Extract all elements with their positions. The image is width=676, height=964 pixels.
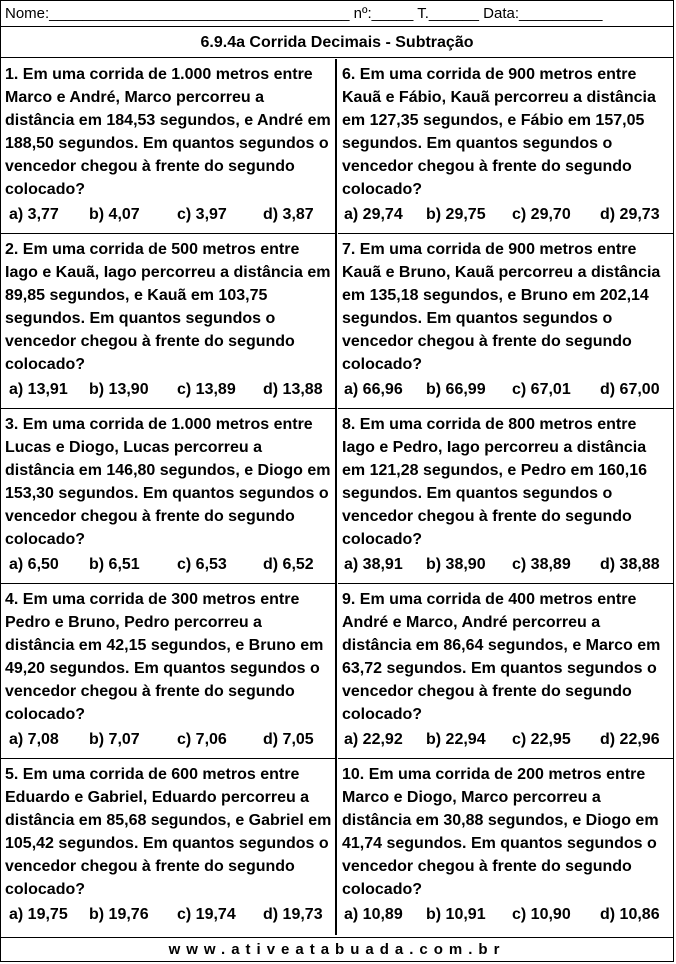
answer-options xyxy=(342,553,672,577)
option-b: b) 29,75 xyxy=(426,206,486,223)
question-3 xyxy=(1,409,335,584)
option-a: a) 22,92 xyxy=(344,731,403,748)
option-d: d) 3,87 xyxy=(263,206,314,223)
option-a: a) 19,75 xyxy=(9,906,68,923)
option-b: b) 6,51 xyxy=(89,556,140,573)
option-b: b) 66,99 xyxy=(426,381,486,398)
option-d: d) 22,96 xyxy=(600,731,660,748)
option-d: d) 7,05 xyxy=(263,731,314,748)
option-b: b) 7,07 xyxy=(89,731,140,748)
answer-options xyxy=(342,728,672,752)
option-a: a) 66,96 xyxy=(344,381,403,398)
question-text: 3. Em uma corrida de 1.000 metros entre Lucas e Diogo, Lucas percorreu a distância em 146,80 segundos, e Diogo em 153,30 segundos. Em quantos segundos o vencedor chegou à frente do segundo colocado? xyxy=(5,416,331,548)
student-info-header: Nome:____________________________________ nº:_____ T.______ Data:__________ xyxy=(1,1,673,27)
answer-options xyxy=(5,728,335,752)
question-text: 5. Em uma corrida de 600 metros entre Eduardo e Gabriel, Eduardo percorreu a distância em 85,68 segundos, e Gabriel em 105,42 segundos. Em quantos segundos o vencedor chegou à frente do segundo colocado? xyxy=(5,766,332,898)
option-d: d) 6,52 xyxy=(263,556,314,573)
website-footer: www.ativeatabuada.com.br xyxy=(1,937,673,962)
option-c: c) 10,90 xyxy=(512,906,571,923)
question-8 xyxy=(338,409,674,584)
option-a: a) 6,50 xyxy=(9,556,59,573)
right-column xyxy=(338,59,674,935)
option-d: d) 13,88 xyxy=(263,381,323,398)
option-c: c) 67,01 xyxy=(512,381,571,398)
option-d: d) 10,86 xyxy=(600,906,660,923)
answer-options xyxy=(5,553,335,577)
option-c: c) 13,89 xyxy=(177,381,236,398)
answer-options xyxy=(5,903,335,927)
answer-options xyxy=(5,378,335,402)
question-9 xyxy=(338,584,674,759)
option-c: c) 3,97 xyxy=(177,206,227,223)
option-a: a) 38,91 xyxy=(344,556,403,573)
question-1 xyxy=(1,59,335,234)
question-4 xyxy=(1,584,335,759)
option-a: a) 3,77 xyxy=(9,206,59,223)
option-a: a) 7,08 xyxy=(9,731,59,748)
question-5 xyxy=(1,759,335,934)
option-b: b) 19,76 xyxy=(89,906,149,923)
option-d: d) 67,00 xyxy=(600,381,660,398)
answer-options xyxy=(342,903,672,927)
option-b: b) 13,90 xyxy=(89,381,149,398)
question-6 xyxy=(338,59,674,234)
option-d: d) 19,73 xyxy=(263,906,323,923)
option-d: d) 29,73 xyxy=(600,206,660,223)
option-c: c) 38,89 xyxy=(512,556,571,573)
question-10 xyxy=(338,759,674,934)
question-text: 4. Em uma corrida de 300 metros entre Pedro e Bruno, Pedro percorreu a distância em 42,15 segundos, e Bruno em 49,20 segundos. Em quantos segundos o vencedor chegou à frente do segundo colocado? xyxy=(5,591,324,723)
left-column xyxy=(1,59,337,935)
question-7 xyxy=(338,234,674,409)
answer-options xyxy=(5,203,335,227)
option-c: c) 29,70 xyxy=(512,206,571,223)
question-text: 7. Em uma corrida de 900 metros entre Kauã e Bruno, Kauã percorreu a distância em 135,18 segundos, e Bruno em 202,14 segundos. Em quantos segundos o vencedor chegou à frente do segundo colocado? xyxy=(342,241,661,373)
option-a: a) 13,91 xyxy=(9,381,68,398)
questions-grid xyxy=(1,59,673,935)
option-d: d) 38,88 xyxy=(600,556,660,573)
option-a: a) 29,74 xyxy=(344,206,403,223)
question-text: 6. Em uma corrida de 900 metros entre Kauã e Fábio, Kauã percorreu a distância em 127,35 segundos, e Fábio em 157,05 segundos. Em quantos segundos o vencedor chegou à frente do segundo colocado? xyxy=(342,66,656,198)
question-text: 1. Em uma corrida de 1.000 metros entre Marco e André, Marco percorreu a distância em 184,53 segundos, e André em 188,50 segundos. Em quantos segundos o vencedor chegou à frente do segundo colocado? xyxy=(5,66,331,198)
option-c: c) 7,06 xyxy=(177,731,227,748)
option-c: c) 6,53 xyxy=(177,556,227,573)
option-c: c) 19,74 xyxy=(177,906,236,923)
answer-options xyxy=(342,378,672,402)
question-text: 2. Em uma corrida de 500 metros entre Iago e Kauã, Iago percorreu a distância em 89,85 segundos, e Kauã em 103,75 segundos. Em quantos segundos o vencedor chegou à frente do segundo colocado? xyxy=(5,241,331,373)
option-b: b) 4,07 xyxy=(89,206,140,223)
question-text: 9. Em uma corrida de 400 metros entre André e Marco, André percorreu a distância em 86,64 segundos, e Marco em 63,72 segundos. Em quantos segundos o vencedor chegou à frente do segundo colocado? xyxy=(342,591,661,723)
option-a: a) 10,89 xyxy=(344,906,403,923)
answer-options xyxy=(342,203,672,227)
option-c: c) 22,95 xyxy=(512,731,571,748)
question-text: 8. Em uma corrida de 800 metros entre Iago e Pedro, Iago percorreu a distância em 121,28 segundos, e Pedro em 160,16 segundos. Em quantos segundos o vencedor chegou à frente do segundo colocado? xyxy=(342,416,648,548)
option-b: b) 38,90 xyxy=(426,556,486,573)
worksheet-title: 6.9.4a Corrida Decimais - Subtração xyxy=(1,29,673,58)
question-text: 10. Em uma corrida de 200 metros entre Marco e Diogo, Marco percorreu a distância em 30,88 segundos, e Diogo em 41,74 segundos. Em quantos segundos o vencedor chegou à frente do segundo colocado? xyxy=(342,766,659,898)
option-b: b) 22,94 xyxy=(426,731,486,748)
question-2 xyxy=(1,234,335,409)
option-b: b) 10,91 xyxy=(426,906,486,923)
